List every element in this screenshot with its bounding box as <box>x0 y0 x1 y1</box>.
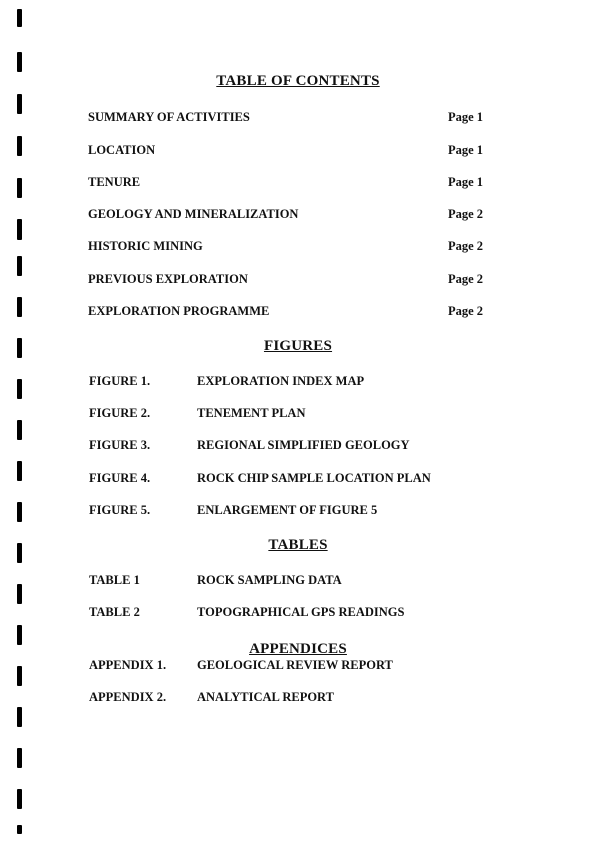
toc-entry-page: Page 2 <box>448 272 484 286</box>
figure-title: ROCK CHIP SAMPLE LOCATION PLAN <box>197 471 431 485</box>
appendix-label: APPENDIX 2. <box>89 690 167 704</box>
toc-entry-title: TENURE <box>88 175 141 189</box>
appendix-label: APPENDIX 1. <box>89 658 167 672</box>
appendices-heading: APPENDICES <box>249 641 347 657</box>
binding-hole <box>17 52 22 72</box>
binding-hole <box>17 502 22 522</box>
appendix-title: GEOLOGICAL REVIEW REPORT <box>197 658 393 672</box>
binding-hole <box>17 461 22 481</box>
appendix-title: ANALYTICAL REPORT <box>197 690 334 704</box>
figure-title: TENEMENT PLAN <box>197 406 306 420</box>
toc-entry-title: PREVIOUS EXPLORATION <box>88 272 248 286</box>
spiral-binding-holes <box>17 0 24 842</box>
figure-label: FIGURE 2. <box>89 406 151 420</box>
toc-entry-page: Page 1 <box>448 110 484 124</box>
binding-hole <box>17 219 22 240</box>
figure-label: FIGURE 4. <box>89 471 151 485</box>
binding-hole <box>17 748 22 768</box>
figure-label: FIGURE 1. <box>89 374 151 388</box>
toc-entry-page: Page 1 <box>448 143 484 157</box>
figure-label: FIGURE 3. <box>89 438 151 452</box>
toc-entry-page: Page 2 <box>448 239 484 253</box>
tables-heading: TABLES <box>268 537 328 553</box>
toc-entry-page: Page 2 <box>448 304 484 318</box>
figure-title: REGIONAL SIMPLIFIED GEOLOGY <box>197 438 410 452</box>
binding-hole <box>17 666 22 686</box>
binding-hole <box>17 789 22 809</box>
binding-hole <box>17 379 22 399</box>
figure-label: FIGURE 5. <box>89 503 151 517</box>
binding-hole <box>17 420 22 440</box>
table-title: ROCK SAMPLING DATA <box>197 573 342 587</box>
toc-entry-title: GEOLOGY AND MINERALIZATION <box>88 207 299 221</box>
binding-hole <box>17 256 22 276</box>
figure-title: EXPLORATION INDEX MAP <box>197 374 365 388</box>
table-title: TOPOGRAPHICAL GPS READINGS <box>197 605 405 619</box>
toc-entry-title: HISTORIC MINING <box>88 239 203 253</box>
toc-entry-page: Page 1 <box>448 175 484 189</box>
binding-hole <box>17 94 22 114</box>
toc-entry-title: EXPLORATION PROGRAMME <box>88 304 270 318</box>
toc-entry-title: LOCATION <box>88 143 156 157</box>
figure-title: ENLARGEMENT OF FIGURE 5 <box>197 503 378 517</box>
binding-hole <box>17 707 22 727</box>
toc-entry-page: Page 2 <box>448 207 484 221</box>
binding-hole <box>17 825 22 834</box>
table-label: TABLE 1 <box>89 573 140 587</box>
table-label: TABLE 2 <box>89 605 140 619</box>
toc-entry-title: SUMMARY OF ACTIVITIES <box>88 110 250 124</box>
binding-hole <box>17 584 22 604</box>
figures-heading: FIGURES <box>263 338 333 354</box>
toc-heading: TABLE OF CONTENTS <box>216 73 380 89</box>
binding-hole <box>17 136 22 156</box>
binding-hole <box>17 297 22 317</box>
binding-hole <box>17 9 22 27</box>
binding-hole <box>17 178 22 198</box>
